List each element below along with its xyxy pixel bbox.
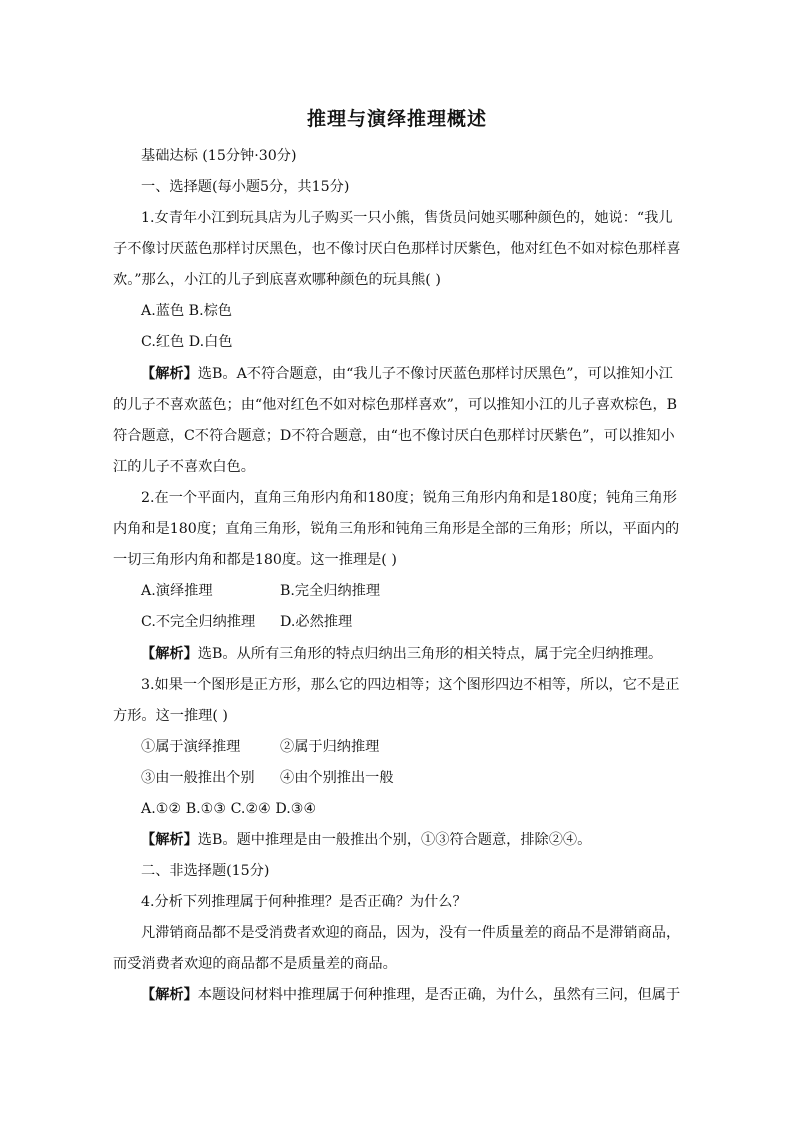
option-a: A.演绎推理 — [141, 583, 213, 599]
answer-tag: 【解析】 — [141, 646, 198, 662]
question-3-line: 方形。这一推理( ) — [113, 708, 228, 724]
question-1-options: C.红色 D.白色 — [141, 334, 233, 350]
option-d: D.必然推理 — [280, 614, 353, 630]
question-2-line: 2.在一个平面内，直角三角形内角和180度；锐角三角形内角和是180度；钝角三角形 — [141, 490, 677, 506]
statement-4: ④由个别推出一般 — [280, 770, 394, 786]
question-3-options: A.①② B.①③ C.②④ D.③④ — [141, 801, 317, 817]
answer-text: 选B。A不符合题意，由“我儿子不像讨厌蓝色那样讨厌黑色”，可以推知小江 — [197, 366, 673, 382]
question-4-line: 凡滞销商品都不是受消费者欢迎的商品，因为，没有一件质量差的商品不是滞销商品， — [141, 925, 681, 941]
question-2-line: 内角和是180度；直角三角形，锐角三角形和钝角三角形是全部的三角形；所以，平面内的 — [113, 521, 680, 537]
answer-1-line — [141, 364, 673, 384]
question-3-statements-row — [141, 737, 641, 757]
subtitle: 基础达标 (15分钟·30分) — [141, 148, 297, 164]
question-1-options: A.蓝色 B.棕色 — [141, 303, 232, 319]
answer-text: 选B。题中推理是由一般推出个别，①③符合题意，排除②④。 — [197, 832, 592, 848]
question-4-line: 而受消费者欢迎的商品都不是质量差的商品。 — [113, 956, 397, 972]
section-heading-nonchoice: 二、非选择题(15分) — [141, 863, 270, 879]
question-1-line: 子不像讨厌蓝色那样讨厌黑色，也不像讨厌白色那样讨厌紫色，他对红色不如对棕色那样喜 — [113, 241, 681, 257]
answer-tag: 【解析】 — [141, 987, 198, 1003]
question-3-line: 3.如果一个图形是正方形，那么它的四边相等；这个图形四边不相等，所以，它不是正 — [141, 677, 680, 693]
answer-3-line — [141, 830, 591, 850]
answer-tag: 【解析】 — [141, 832, 198, 848]
page-title: 推理与演绎推理概述 — [306, 108, 487, 130]
section-heading-choice: 一、选择题(每小题5分，共15分) — [141, 179, 350, 195]
answer-text: 选B。从所有三角形的特点归纳出三角形的相关特点，属于完全归纳推理。 — [197, 646, 663, 662]
statement-2: ②属于归纳推理 — [280, 739, 380, 755]
answer-tag: 【解析】 — [141, 366, 198, 382]
question-2-line: 一切三角形内角和都是180度。这一推理是( ) — [113, 552, 397, 568]
question-4-line: 4.分析下列推理属于何种推理？是否正确？为什么？ — [141, 894, 467, 910]
answer-4-line — [141, 985, 680, 1005]
answer-2-line — [141, 644, 662, 664]
answer-text: 本题设问材料中推理属于何种推理，是否正确，为什么，虽然有三问，但属于 — [197, 987, 681, 1003]
question-3-statements-row — [141, 768, 641, 788]
statement-3: ③由一般推出个别 — [141, 770, 255, 786]
question-2-options-row — [141, 581, 641, 601]
statement-1: ①属于演绎推理 — [141, 739, 241, 755]
question-1-line: 欢。”那么，小江的儿子到底喜欢哪种颜色的玩具熊( ) — [113, 272, 441, 288]
answer-1-line: 江的儿子不喜欢白色。 — [113, 459, 255, 475]
answer-1-line: 的儿子不喜欢蓝色；由“他对红色不如对棕色那样喜欢”，可以推知小江的儿子喜欢棕色，B — [113, 397, 678, 413]
option-c: C.不完全归纳推理 — [141, 614, 256, 630]
question-2-options-row — [141, 612, 641, 632]
question-1-line: 1.女青年小江到玩具店为儿子购买一只小熊，售货员问她买哪种颜色的，她说：“我儿 — [141, 210, 673, 226]
option-b: B.完全归纳推理 — [280, 583, 381, 599]
answer-1-line: 符合题意，C不符合题意；D不符合题意，由“也不像讨厌白色那样讨厌紫色”，可以推知小 — [113, 428, 675, 444]
